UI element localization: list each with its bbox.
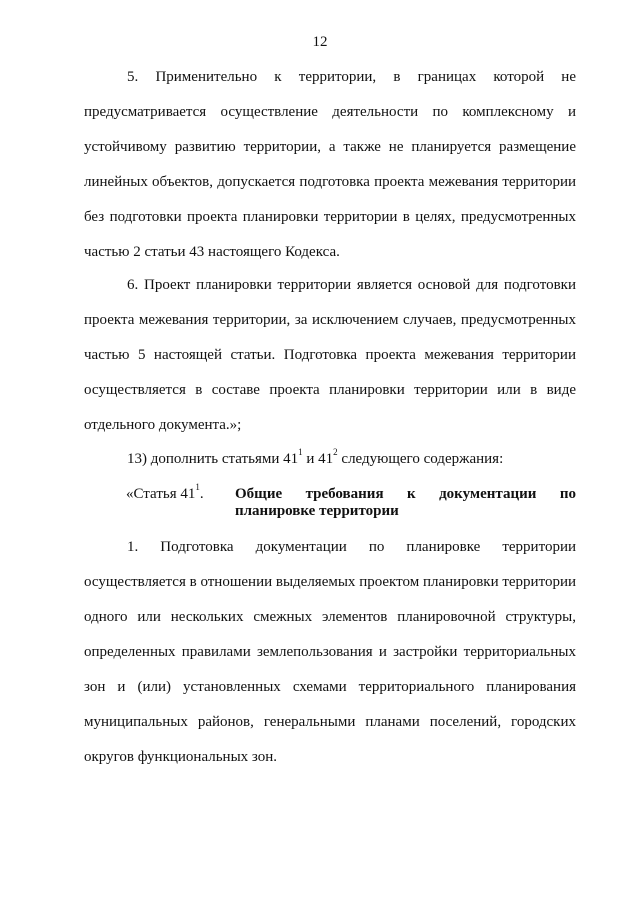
paragraph-line: муниципальных районов, генеральными планами поселений, городских (84, 714, 576, 730)
item-13-text-a: 13) дополнить статьями 41 (127, 451, 299, 467)
paragraph-line: определенных правилами землепользования и застройки территориальных (84, 644, 576, 660)
paragraph-5 (84, 70, 576, 280)
item-13-sup-1: 1 (298, 447, 303, 457)
paragraph-line: частью 5 настоящей статьи. Подготовка проекта межевания территории (84, 347, 576, 363)
paragraph-line: осуществляется в составе проекта планировки территории или в виде (84, 382, 576, 398)
paragraph-line: отдельного документа.»; (84, 417, 242, 433)
paragraph-line: 6. Проект планировки территории является основой для подготовки (127, 277, 576, 293)
paragraph-line: 5. Применительно к территории, в границах которой не (127, 69, 576, 85)
paragraph-line: без подготовки проекта планировки территории в целях, предусмотренных (84, 209, 576, 225)
paragraph-line: 1. Подготовка документации по планировке территории (127, 539, 576, 555)
item-13-line (84, 447, 576, 487)
article-paragraph-1 (84, 540, 576, 785)
paragraph-line: частью 2 статьи 43 настоящего Кодекса. (84, 244, 340, 260)
paragraph-line: округов функциональных зон. (84, 749, 278, 765)
paragraph-line: проекта межевания территории, за исключением случаев, предусмотренных (84, 312, 576, 328)
article-title (235, 486, 576, 520)
paragraph-line: одного или нескольких смежных элементов планировочной структуры, (84, 609, 576, 625)
paragraph-line: осуществляется в отношении выделяемых проектом планировки территории (84, 574, 576, 590)
article-lead-dot: . (199, 486, 204, 502)
paragraph-6 (84, 278, 576, 453)
paragraph-line: зон и (или) установленных схемами территориального планирования (84, 679, 576, 695)
paragraph-line: устойчивому развитию территории, а также не планируется размещение (84, 139, 576, 155)
item-13 (84, 447, 576, 487)
item-13-sup-2: 2 (333, 447, 338, 457)
item-13-text-c: следующего содержания: (337, 451, 504, 467)
article-lead-text: «Статья 41 (126, 486, 196, 502)
page-number: 12 (312, 34, 328, 50)
article-title-line: Общие требования к документации по (235, 486, 576, 502)
paragraph-line: предусматривается осуществление деятельности по комплексному и (84, 104, 576, 120)
paragraph-line: линейных объектов, допускается подготовка проекта межевания территории (84, 174, 576, 190)
item-13-text-b: и 41 (302, 451, 334, 467)
article-title-line: планировке территории (235, 503, 399, 519)
article-number (126, 482, 204, 503)
article-lead-sup: 1 (195, 482, 200, 492)
